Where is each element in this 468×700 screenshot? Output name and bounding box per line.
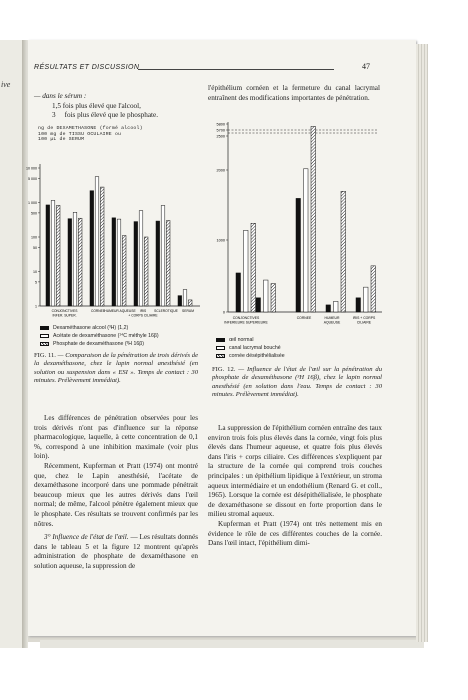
y-tick-label: 2000: [216, 168, 225, 173]
col1-paragraph: Récemment, Kupferman et Pratt (1974) ont montré que, chez le Lapin anesthésié, l'acétate de dexaméthasone incorporé dans une pommade pénétrait beaucoup mieux que les autres dérivés dans l'œil normal; de même, l'alcool pénètre également mieux que le phosphate. Ces résultats se trouvent confirmés par les nôtres.: [34, 461, 198, 528]
legend-swatch: [40, 342, 49, 346]
legend-swatch: [40, 334, 49, 338]
bar: [271, 284, 276, 312]
bar: [364, 287, 369, 312]
bar: [95, 177, 99, 306]
bar: [46, 205, 50, 306]
legend-swatch: [216, 338, 225, 342]
bar: [73, 212, 77, 306]
y-tick-label: 5: [35, 280, 37, 285]
fig12-legend-item: [216, 344, 285, 352]
bar: [68, 219, 72, 306]
running-header: RÉSULTATS ET DISCUSSION: [34, 64, 140, 71]
fig11-legend: [40, 324, 159, 348]
legend-swatch: [216, 346, 225, 350]
legend-label: canal lacrymal bouché: [229, 345, 281, 351]
fig12-caption: [212, 366, 382, 400]
bar: [178, 296, 182, 306]
y-tick-label: 50: [33, 245, 37, 250]
fig11-chart: [28, 140, 204, 332]
col2-body: [208, 424, 382, 549]
fig11-caption-label: FIG. 11.: [34, 352, 56, 359]
fig12-legend: [216, 336, 285, 360]
bar: [139, 211, 143, 306]
legend-label: Phosphate de dexaméthasone (³H 16β): [53, 341, 144, 347]
bar: [236, 273, 241, 312]
y-tick-label: 500: [31, 211, 37, 216]
bar: [296, 198, 301, 312]
bar: [341, 191, 346, 312]
bar: [100, 187, 104, 306]
y-tick-label: 5700: [216, 128, 225, 133]
legend-label: Dexaméthasone alcool (³H) (1,2): [53, 325, 129, 331]
x-tick-label: HUMEUR: [324, 316, 340, 320]
bar: [117, 219, 121, 306]
legend-label: œil normal: [229, 337, 254, 343]
bar: [188, 300, 192, 306]
serum-intro: — dans le sérum :: [34, 92, 87, 100]
bar: [78, 218, 82, 306]
bar: [161, 205, 165, 306]
y-tick-label: 1: [35, 304, 37, 309]
bar: [356, 298, 361, 312]
x-tick-label: CORNEE: [90, 309, 106, 313]
fig12-legend-item: [216, 336, 285, 344]
y-tick-label: 10 000: [26, 166, 37, 171]
page-stack-bottom: [40, 640, 424, 648]
fig12-caption-text: — Influence de l'état de l'œil sur la pénétration du phosphate de dexaméthasone (³H 16β), chez le lapin normal anesthésié (en solution dans l'eau. Temps de contact : 30 minutes. Prélèvement immédiat).: [212, 366, 383, 399]
y-tick-label: 1 000: [28, 201, 37, 205]
header-rule: [138, 69, 334, 70]
fig12-caption-label: FIG. 12.: [212, 366, 236, 373]
x-tick-label: SCLEROTIQUE: [154, 309, 178, 313]
y-tick-label: 100: [31, 235, 37, 240]
serum-line-2: 3 fois plus élevé que le phosphate.: [52, 111, 158, 120]
serum-line-1: 1,5 fois plus élevé que l'alcool,: [52, 101, 141, 110]
fig12-chart: [206, 110, 388, 336]
col2-paragraph: La suppression de l'épithélium cornéen entraîne des taux environ trois fois plus élevés dans la cornée, vingt fois plus élevés dans l'humeur aqueuse, et quatre fois plus élevés dans l'iris + corps ciliaire. Ces différences s'expliquent par la structure de la cornée qui comprend trois couches principales : un épithélium lipidique à l'extérieur, un stroma aqueux intermédiaire et un endothélium (Renard G. et coll., 1965). Lorsque la cornée est désépithélialisée, le phosphate de dexaméthasone se dissout en forte proportion dans le milieu stromal aqueux.: [208, 424, 382, 519]
x-tick-label: IRIS + CORPS: [352, 316, 376, 320]
bar: [112, 218, 116, 306]
y-tick-label: 5800: [216, 122, 225, 127]
bar: [251, 223, 256, 312]
left-page-edge: [0, 40, 23, 648]
y-tick-label: 10: [33, 270, 37, 274]
y-tick-label: 2500: [216, 134, 225, 139]
x-tick-label: SERUM: [182, 309, 194, 313]
col1-body: [34, 414, 198, 572]
left-running-head: ive: [1, 80, 11, 89]
fig11-title-line: ng de DEXAMETHASONE (formé alcool): [38, 126, 143, 131]
fig12-legend-item: [216, 352, 285, 360]
bar: [166, 221, 170, 306]
y-tick-label: 0: [222, 310, 225, 315]
legend-label: cornée désépithélialisée: [229, 353, 285, 359]
legend-label: Acétate de dexaméthasone (¹⁴C méthyle 16β): [53, 333, 159, 339]
bar: [134, 222, 138, 306]
fig11-title-line: 100 μL de SERUM: [38, 137, 85, 143]
page-edges: [416, 44, 428, 642]
x-tick-label: IRIS: [139, 309, 147, 313]
x-tick-label: INFER. SUPER.: [52, 313, 77, 318]
col1-paragraph: Les différences de pénétration observées pour les trois dérivés n'ont pas d'influence sur la réponse pharmacologique, laquelle, à cette concentration de 0,1 %, correspond à une inhibition maximale (voir plus loin).: [34, 414, 198, 461]
bar: [304, 169, 309, 312]
page-number: 47: [362, 62, 370, 71]
x-tick-label: INFERIEURE SUPERIEURE: [224, 320, 268, 325]
y-tick-label: 5 000: [28, 176, 37, 181]
bar: [144, 237, 148, 306]
fig11-legend-item: [40, 340, 159, 348]
fig11-legend-item: [40, 324, 159, 332]
bar: [244, 230, 249, 312]
bar: [264, 280, 269, 312]
bar: [256, 298, 261, 312]
bar: [183, 290, 187, 306]
section-heading: 3° Influence de l'état de l'œil.: [44, 533, 129, 542]
x-tick-label: CONJONCTIVES: [51, 309, 78, 313]
bar: [311, 126, 316, 312]
bar: [56, 205, 60, 306]
bar: [156, 221, 160, 306]
x-tick-label: + CORPS CILIAIRE: [128, 313, 158, 318]
legend-swatch: [216, 354, 225, 358]
y-tick-label: 1000: [216, 238, 225, 243]
bar: [371, 266, 376, 312]
fig11-caption-text: — Comparaison de la pénétration de trois dérivés de la dexaméthasone, chez le lapin normal anesthésié (en solution ou suspension dans « ESI ». Temps de contact : 30 minutes. Prélèvement immédiat).: [34, 352, 198, 385]
fig11-title-line: 100 mg de TISSU OCULAIRE ou: [38, 131, 122, 137]
x-tick-label: HUMEUR AQUEUSE: [104, 309, 136, 313]
x-tick-label: AQUEUSE: [323, 320, 341, 325]
x-tick-label: CORNEE: [296, 316, 312, 320]
col2-top-paragraph: l'épithélium cornéen et la fermeture du canal lacrymal entraînent des modifications importantes de pénétration.: [208, 84, 380, 102]
bar: [90, 191, 94, 306]
fig11-caption: [34, 352, 198, 386]
x-tick-label: CONJONCTIVES: [232, 316, 260, 320]
x-tick-label: CILIAIRE: [356, 320, 372, 325]
col1-paragraph: [34, 533, 198, 571]
fig11-legend-item: [40, 332, 159, 340]
bar: [334, 301, 339, 312]
section-text: — Les résultats donnés dans le tableau 5 et la figure 12 montrent qu'après administration de phosphate de dexaméthasone en solution aqueuse, la suppression de: [34, 533, 198, 570]
bar: [51, 200, 55, 306]
col2-paragraph: Kupferman et Pratt (1974) ont très nettement mis en évidence le rôle de ces différentes couches de la cornée. Dans l'œil intact, l'épithélium dimi-: [208, 519, 382, 548]
legend-swatch: [40, 326, 49, 330]
bar: [122, 236, 126, 306]
serum-block: [34, 92, 198, 121]
bar: [326, 305, 331, 312]
